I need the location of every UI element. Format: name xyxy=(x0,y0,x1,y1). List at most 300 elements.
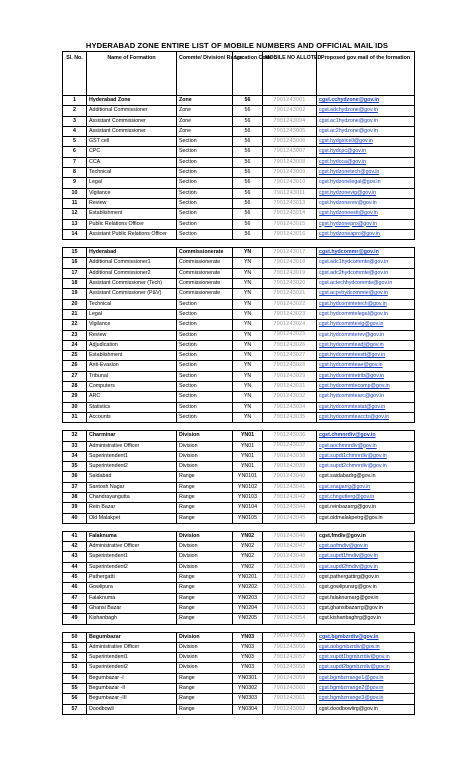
table-row xyxy=(63,694,415,704)
mobile-number-cell: 7901243018 xyxy=(263,258,317,268)
table-row xyxy=(63,573,415,583)
mail-link[interactable]: cgst.supdt2fmdiv@gov.in xyxy=(319,563,378,570)
category-cell: Section xyxy=(177,361,233,371)
spacer-cell xyxy=(177,624,233,632)
mail-id-cell[interactable] xyxy=(317,248,415,258)
table-row xyxy=(63,188,415,198)
mail-id-cell[interactable] xyxy=(317,462,415,472)
mail-id-cell[interactable] xyxy=(317,472,415,482)
location-code-cell: YN0204 xyxy=(233,603,263,613)
spacer-cell xyxy=(263,523,317,531)
table-row xyxy=(63,178,415,188)
mail-id-cell[interactable] xyxy=(317,106,415,116)
mail-link[interactable]: cgst.hydcommr@gov.in xyxy=(319,249,379,256)
mail-id-cell[interactable] xyxy=(317,673,415,683)
header-sl-no: Sl. No. xyxy=(63,52,87,96)
mail-id-cell[interactable] xyxy=(317,268,415,278)
mobile-number-cell: 7901243028 xyxy=(263,361,317,371)
mobile-number-cell: 7901243051 xyxy=(263,583,317,593)
mobile-number-cell: 7901243057 xyxy=(263,653,317,663)
table-row xyxy=(63,106,415,116)
table-body xyxy=(63,96,415,715)
mail-id-cell[interactable] xyxy=(317,573,415,583)
category-cell: Range xyxy=(177,573,233,583)
mobile-number-cell: 7901243060 xyxy=(263,684,317,694)
mobile-number-cell: 7901243036 xyxy=(263,431,317,441)
formation-name-cell: Establishment xyxy=(87,209,177,219)
sl-no-cell: 36 xyxy=(63,472,87,482)
mail-id-cell[interactable] xyxy=(317,188,415,198)
mail-link[interactable]: cgst.hydcpc@gov.in xyxy=(319,148,367,155)
mobile-number-cell: 7901243024 xyxy=(263,320,317,330)
table-row xyxy=(63,268,415,278)
table-row xyxy=(63,531,415,541)
table-row xyxy=(63,126,415,136)
mail-id-cell[interactable] xyxy=(317,340,415,350)
mobile-number-cell: 7901243013 xyxy=(263,198,317,208)
formation-name-cell: Assistant Commissioner xyxy=(87,116,177,126)
sl-no-cell: 35 xyxy=(63,462,87,472)
category-cell: Range xyxy=(177,492,233,502)
sl-no-cell: 20 xyxy=(63,299,87,309)
mail-id-cell[interactable] xyxy=(317,451,415,461)
sl-no-cell: 32 xyxy=(63,431,87,441)
category-cell: Section xyxy=(177,402,233,412)
table-row xyxy=(63,472,415,482)
category-cell: Range xyxy=(177,603,233,613)
sl-no-cell: 42 xyxy=(63,542,87,552)
mobile-number-cell: 7901243044 xyxy=(263,503,317,513)
sl-no-cell: 33 xyxy=(63,441,87,451)
table-row xyxy=(63,513,415,523)
mail-link[interactable]: cgst.saidabadrg@gov.in xyxy=(319,473,376,480)
formation-name-cell: Chandrayangutta xyxy=(87,492,177,502)
table-row xyxy=(63,330,415,340)
mail-id-cell[interactable] xyxy=(317,309,415,319)
mobile-number-cell: 7901243062 xyxy=(263,704,317,714)
table-row xyxy=(63,382,415,392)
category-cell: Section xyxy=(177,412,233,422)
category-cell: Commissionerate xyxy=(177,258,233,268)
category-cell: Division xyxy=(177,562,233,572)
location-code-cell: YN0201 xyxy=(233,573,263,583)
location-code-cell: YN xyxy=(233,330,263,340)
mail-link[interactable]: cgst.hydcommtevig@gov.in xyxy=(319,321,384,328)
location-code-cell: YN xyxy=(233,392,263,402)
header-gov-mail: Proposed gov mail of the formation xyxy=(317,52,415,96)
formation-name-cell: Review xyxy=(87,198,177,208)
mail-link[interactable]: cgst.snagarrg@gov.in xyxy=(319,483,371,490)
mobile-number-cell: 7901243039 xyxy=(263,462,317,472)
location-code-cell: YN xyxy=(233,268,263,278)
location-code-cell: YN xyxy=(233,289,263,299)
mail-id-cell[interactable] xyxy=(317,219,415,229)
sl-no-cell: 2 xyxy=(63,106,87,116)
table-row xyxy=(63,552,415,562)
mail-id-cell[interactable] xyxy=(317,684,415,694)
mail-id-cell[interactable] xyxy=(317,229,415,239)
mail-id-cell[interactable] xyxy=(317,382,415,392)
category-cell: Section xyxy=(177,320,233,330)
mail-id-cell[interactable] xyxy=(317,492,415,502)
table-row xyxy=(63,402,415,412)
table-row xyxy=(63,340,415,350)
table-row xyxy=(63,309,415,319)
sl-no-cell: 54 xyxy=(63,673,87,683)
mail-link[interactable]: cgst.supdt2bgmbzrdiv@gov.in xyxy=(319,664,390,671)
location-code-cell: YN03 xyxy=(233,653,263,663)
mail-id-cell[interactable] xyxy=(317,147,415,157)
mail-link[interactable]: cgst.hydcommteadj@gov.in xyxy=(319,341,384,348)
mail-id-cell[interactable] xyxy=(317,642,415,652)
mail-link[interactable]: cgst.bgmbzrrange1@gov.in xyxy=(319,674,384,681)
sl-no-cell: 45 xyxy=(63,573,87,583)
formation-name-cell: Santosh Nagar xyxy=(87,482,177,492)
mail-link[interactable]: cgst.hydcca@gov.in xyxy=(319,158,367,165)
mail-id-cell[interactable] xyxy=(317,361,415,371)
formation-name-cell: Review xyxy=(87,330,177,340)
mail-link[interactable]: cgst.adc2hydcommte@gov.in xyxy=(319,269,389,276)
mail-id-cell[interactable] xyxy=(317,412,415,422)
sl-no-cell: 39 xyxy=(63,503,87,513)
mail-link[interactable]: cgst.hydcommtetech@gov.in xyxy=(319,300,387,307)
mail-id-cell[interactable] xyxy=(317,542,415,552)
mail-id-cell[interactable] xyxy=(317,320,415,330)
table-row xyxy=(63,451,415,461)
table-row xyxy=(63,289,415,299)
formation-name-cell: Accounts xyxy=(87,412,177,422)
formation-name-cell: ARC xyxy=(87,392,177,402)
formation-name-cell: Begumbazar -I xyxy=(87,673,177,683)
mobile-number-cell: 7901243041 xyxy=(263,482,317,492)
formation-name-cell: Legal xyxy=(87,309,177,319)
table-row xyxy=(63,583,415,593)
document-title: HYDERABAD ZONE ENTIRE LIST OF MOBILE NUMBERS AND OFFICIAL MAIL IDS xyxy=(85,41,389,50)
category-cell: Range xyxy=(177,583,233,593)
mail-link[interactable]: cgst.hydcommtetrib@gov.in xyxy=(319,372,385,379)
table-row xyxy=(63,462,415,472)
mail-id-cell[interactable] xyxy=(317,392,415,402)
spacer-cell xyxy=(87,240,177,248)
mail-id-cell[interactable] xyxy=(317,351,415,361)
mail-link[interactable]: cgst.hydzoneestt@gov.in xyxy=(319,210,378,217)
formation-name-cell: Old Malakpet xyxy=(87,513,177,523)
mobile-number-cell: 7901243058 xyxy=(263,663,317,673)
category-cell: Division xyxy=(177,663,233,673)
mail-id-cell[interactable] xyxy=(317,209,415,219)
formation-name-cell: Public Relations Officer xyxy=(87,219,177,229)
formation-name-cell: Pathergatti xyxy=(87,573,177,583)
location-code-cell: YN0303 xyxy=(233,694,263,704)
table-row xyxy=(63,431,415,441)
mail-link[interactable]: cgst.hydzoneapro@gov.in xyxy=(319,230,380,237)
mail-id-cell[interactable] xyxy=(317,663,415,673)
mobile-number-cell: 7901243022 xyxy=(263,299,317,309)
mail-id-cell[interactable] xyxy=(317,168,415,178)
table-header-row xyxy=(63,52,415,96)
mail-id-cell[interactable] xyxy=(317,513,415,523)
table-row xyxy=(63,603,415,613)
mail-link[interactable]: cgst.kishanbaghrg@gov.in xyxy=(319,615,382,622)
mail-link[interactable]: cgst.supdt1bgmbzrdiv@gov.in xyxy=(319,654,390,661)
mobile-number-cell: 7901243061 xyxy=(263,694,317,704)
sl-no-cell: 6 xyxy=(63,147,87,157)
category-cell: Range xyxy=(177,684,233,694)
formation-name-cell: Begumbazar -II xyxy=(87,684,177,694)
formation-name-cell: Superintendent1 xyxy=(87,653,177,663)
spacer-row xyxy=(63,624,415,632)
spacer-cell xyxy=(63,423,87,431)
mail-link[interactable]: cgst.oldmalakpetrg@gov.in xyxy=(319,514,383,521)
category-cell: Commissionerate xyxy=(177,268,233,278)
mail-id-cell[interactable] xyxy=(317,531,415,541)
category-cell: Section xyxy=(177,168,233,178)
mail-link[interactable]: cgst.fmdiv@gov.in xyxy=(319,532,366,539)
mail-id-cell[interactable] xyxy=(317,653,415,663)
formation-name-cell: Additional Commissioner2 xyxy=(87,268,177,278)
location-code-cell: 56 xyxy=(233,188,263,198)
mail-link[interactable]: cgst.aochmnrdiv@gov.in xyxy=(319,442,377,449)
sl-no-cell: 46 xyxy=(63,583,87,593)
spacer-cell xyxy=(87,624,177,632)
mail-link[interactable]: cgst.hydcommtestat@gov.in xyxy=(319,403,386,410)
sl-no-cell: 56 xyxy=(63,694,87,704)
mobile-number-cell: 7901243014 xyxy=(263,209,317,219)
mail-id-cell[interactable] xyxy=(317,371,415,381)
mail-id-cell[interactable] xyxy=(317,562,415,572)
sl-no-cell: 50 xyxy=(63,632,87,642)
mail-link[interactable]: cgst.supdt1chmnrdiv@gov.in xyxy=(319,452,387,459)
mobile-number-cell: 7901243047 xyxy=(263,542,317,552)
spacer-row xyxy=(63,240,415,248)
sl-no-cell: 26 xyxy=(63,361,87,371)
formation-name-cell: Statistics xyxy=(87,402,177,412)
mail-link[interactable]: cgst.chngutterg@gov.in xyxy=(319,493,375,500)
mail-id-cell[interactable] xyxy=(317,632,415,642)
formation-name-cell: Vigilance xyxy=(87,320,177,330)
location-code-cell: 56 xyxy=(233,229,263,239)
sl-no-cell: 29 xyxy=(63,392,87,402)
formation-name-cell: Adjudication xyxy=(87,340,177,350)
mail-link[interactable]: cgst.supdt1fmdiv@gov.in xyxy=(319,553,378,560)
category-cell: Division xyxy=(177,552,233,562)
mail-link[interactable]: cgst.hydcommteae@gov.in xyxy=(319,362,383,369)
mail-id-cell[interactable] xyxy=(317,289,415,299)
formation-name-cell: Charminar xyxy=(87,431,177,441)
formation-name-cell: CPC xyxy=(87,147,177,157)
sl-no-cell: 40 xyxy=(63,513,87,523)
table-row xyxy=(63,168,415,178)
mail-link[interactable]: cgst.acpvhydcommte@gov.in xyxy=(319,290,388,297)
mail-link[interactable]: cgst.actechhydcommte@gov.in xyxy=(319,280,393,287)
formation-name-cell: Additional Commissioner xyxy=(87,106,177,116)
location-code-cell: YN xyxy=(233,258,263,268)
mobile-mail-table xyxy=(62,51,415,715)
table-row xyxy=(63,441,415,451)
location-code-cell: 56 xyxy=(233,168,263,178)
mobile-number-cell: 7901243016 xyxy=(263,229,317,239)
spacer-row xyxy=(63,423,415,431)
mail-id-cell[interactable] xyxy=(317,157,415,167)
mail-link[interactable]: cgst.aobgmbzrdiv@gov.in xyxy=(319,643,380,650)
mail-link[interactable]: cgst.hydcommtecomp@gov.in xyxy=(319,383,390,390)
table-row xyxy=(63,542,415,552)
mail-link[interactable]: cgst.hydcommterev@gov.in xyxy=(319,331,385,338)
mail-id-cell[interactable] xyxy=(317,178,415,188)
mail-link[interactable]: cgst.adchydzone@gov.in xyxy=(319,107,378,114)
mail-link[interactable]: cgst.hydcommtearc@gov.in xyxy=(319,393,385,400)
mail-id-cell[interactable] xyxy=(317,704,415,714)
location-code-cell: YN xyxy=(233,351,263,361)
category-cell: Range xyxy=(177,482,233,492)
mail-id-cell[interactable] xyxy=(317,279,415,289)
mail-id-cell[interactable] xyxy=(317,198,415,208)
mail-id-cell[interactable] xyxy=(317,116,415,126)
mail-id-cell[interactable] xyxy=(317,552,415,562)
spacer-cell xyxy=(233,624,263,632)
location-code-cell: YN xyxy=(233,402,263,412)
mail-id-cell[interactable] xyxy=(317,258,415,268)
formation-name-cell: Technical xyxy=(87,299,177,309)
mobile-number-cell: 7901243050 xyxy=(263,573,317,583)
location-code-cell: YN0103 xyxy=(233,492,263,502)
mail-id-cell[interactable] xyxy=(317,503,415,513)
mail-link[interactable]: cgst.hydzonetech@gov.in xyxy=(319,169,380,176)
formation-name-cell: Superintendent2 xyxy=(87,663,177,673)
mail-link[interactable]: cgst.hydzonevig@gov.in xyxy=(319,189,377,196)
sl-no-cell: 18 xyxy=(63,279,87,289)
location-code-cell: 56 xyxy=(233,178,263,188)
mail-id-cell[interactable] xyxy=(317,583,415,593)
mobile-number-cell: 7901243006 xyxy=(263,137,317,147)
mail-link[interactable]: cgst.hydzonelegal@gov.in xyxy=(319,179,381,186)
category-cell: Section xyxy=(177,137,233,147)
mail-link[interactable]: cgst.supdt2chmnrdiv@gov.in xyxy=(319,463,387,470)
location-code-cell: YN03 xyxy=(233,663,263,673)
mail-link[interactable]: cgst.adc1hydcommte@gov.in xyxy=(319,259,389,266)
category-cell: Section xyxy=(177,198,233,208)
mail-link[interactable]: cgst.hydzonerev@gov.in xyxy=(319,199,377,206)
header-name-of-formation: Name of Formation xyxy=(87,52,177,96)
formation-name-cell: Ghansi Bazar xyxy=(87,603,177,613)
location-code-cell: YN02 xyxy=(233,542,263,552)
category-cell: Section xyxy=(177,351,233,361)
mail-id-cell[interactable] xyxy=(317,593,415,603)
mail-link[interactable]: cgst.chmnrdiv@gov.in xyxy=(319,432,376,439)
sl-no-cell: 49 xyxy=(63,614,87,624)
mail-id-cell[interactable] xyxy=(317,402,415,412)
category-cell: Section xyxy=(177,392,233,402)
mail-id-cell[interactable] xyxy=(317,431,415,441)
mail-id-cell[interactable] xyxy=(317,96,415,106)
mail-id-cell[interactable] xyxy=(317,330,415,340)
spacer-cell xyxy=(177,423,233,431)
spacer-cell xyxy=(233,523,263,531)
formation-name-cell: Administrative Officer xyxy=(87,542,177,552)
formation-name-cell: Tribunal xyxy=(87,371,177,381)
sl-no-cell: 8 xyxy=(63,168,87,178)
mail-id-cell[interactable] xyxy=(317,441,415,451)
mobile-number-cell: 7901243040 xyxy=(263,472,317,482)
mail-link[interactable]: cgst.ac1hydzone@gov.in xyxy=(319,117,378,124)
mail-link[interactable]: cgst.hydgstcell@gov.in xyxy=(319,138,373,145)
mail-id-cell[interactable] xyxy=(317,126,415,136)
category-cell: Range xyxy=(177,503,233,513)
spacer-cell xyxy=(263,240,317,248)
sl-no-cell: 11 xyxy=(63,198,87,208)
mail-link[interactable]: cgst.hydcommteestt@gov.in xyxy=(319,352,386,359)
mail-link[interactable]: cgst.falaknumarg@gov.in xyxy=(319,594,379,601)
mail-link[interactable]: cgst.bgmbzrrange3@gov.in xyxy=(319,695,384,702)
category-cell: Division xyxy=(177,451,233,461)
mobile-number-cell: 7901243042 xyxy=(263,492,317,502)
category-cell: Zone xyxy=(177,126,233,136)
category-cell: Division xyxy=(177,531,233,541)
formation-name-cell: Establishment xyxy=(87,351,177,361)
mail-link[interactable]: cgst.hydcommtelegal@gov.in xyxy=(319,310,388,317)
formation-name-cell: Saidabad xyxy=(87,472,177,482)
mail-link[interactable]: cgst.hydcommteaccts@gov.in xyxy=(319,413,390,420)
sl-no-cell: 37 xyxy=(63,482,87,492)
mail-link[interactable]: cgst.pathergattirg@gov.in xyxy=(319,574,380,581)
mail-id-cell[interactable] xyxy=(317,137,415,147)
formation-name-cell: Kishanbagh xyxy=(87,614,177,624)
mail-link[interactable]: cgst.bgmbzrrange2@gov.in xyxy=(319,685,384,692)
mail-id-cell[interactable] xyxy=(317,614,415,624)
category-cell: Zone xyxy=(177,96,233,106)
table-row xyxy=(63,653,415,663)
formation-name-cell: Hyderabad Zone xyxy=(87,96,177,106)
category-cell: Section xyxy=(177,219,233,229)
category-cell: Section xyxy=(177,299,233,309)
category-cell: Range xyxy=(177,472,233,482)
table-row xyxy=(63,219,415,229)
mail-id-cell[interactable] xyxy=(317,603,415,613)
mail-link[interactable]: cgst.reinbazarrg@gov.in xyxy=(319,504,377,511)
formation-name-cell: Administrative Officer xyxy=(87,441,177,451)
mail-id-cell[interactable] xyxy=(317,299,415,309)
sl-no-cell: 10 xyxy=(63,188,87,198)
formation-name-cell: Falaknuma xyxy=(87,531,177,541)
mail-link[interactable]: cgst.doodbowlirg@gov.in xyxy=(319,705,378,712)
mail-link[interactable]: cgst.gowlipurarg@gov.in xyxy=(319,584,377,591)
mail-link[interactable]: cgst.hydzonepro@gov.in xyxy=(319,220,377,227)
mail-id-cell[interactable] xyxy=(317,694,415,704)
sl-no-cell: 48 xyxy=(63,603,87,613)
mail-link[interactable]: cgst.cchydzone@gov.in xyxy=(319,97,380,103)
mobile-number-cell: 7901243049 xyxy=(263,562,317,572)
sl-no-cell: 9 xyxy=(63,178,87,188)
mail-id-cell[interactable] xyxy=(317,482,415,492)
mail-link[interactable]: cgst.bgmbzrdiv@gov.in xyxy=(319,633,379,640)
mail-link[interactable]: cgst.ghansibazarrg@gov.in xyxy=(319,604,383,611)
category-cell: Section xyxy=(177,309,233,319)
sl-no-cell: 52 xyxy=(63,653,87,663)
sl-no-cell: 1 xyxy=(63,96,87,106)
mobile-number-cell: 7901243002 xyxy=(263,106,317,116)
formation-name-cell: Assistant Public Relations Officer xyxy=(87,229,177,239)
category-cell: Range xyxy=(177,593,233,603)
mobile-number-cell: 7901243031 xyxy=(263,382,317,392)
location-code-cell: YN02 xyxy=(233,562,263,572)
table-row xyxy=(63,632,415,642)
mail-link[interactable]: cgst.aofmdiv@gov.in xyxy=(319,543,368,550)
mobile-number-cell: 7901243053 xyxy=(263,603,317,613)
mail-link[interactable]: cgst.ac2hydzone@gov.in xyxy=(319,127,378,134)
table-row xyxy=(63,684,415,694)
category-cell: Commissionerate xyxy=(177,279,233,289)
location-code-cell: 56 xyxy=(233,219,263,229)
